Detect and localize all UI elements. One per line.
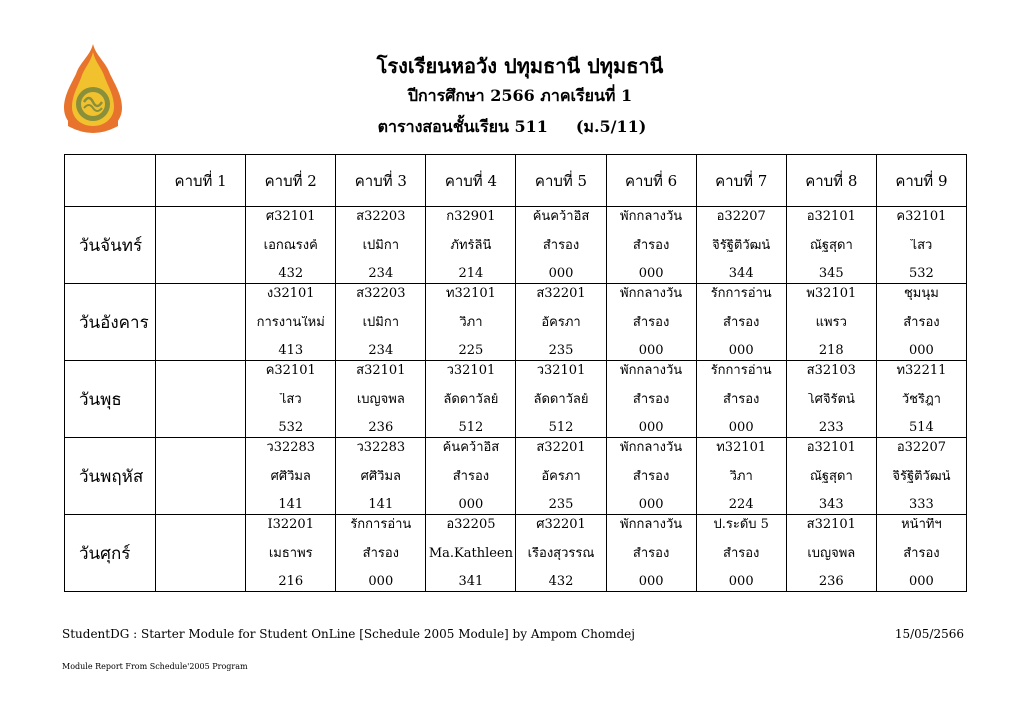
period-header: คาบที่ 1 — [156, 155, 246, 207]
timetable-name: ตารางสอนชั้นเรียน 511 — [377, 117, 548, 136]
cell-code: ส32101 — [806, 518, 856, 531]
cell-room: 432 — [548, 575, 574, 588]
cell-teacher: เบญจพล — [807, 546, 856, 560]
cell-code: ท32101 — [445, 287, 496, 300]
cell-teacher: สำรอง — [903, 546, 940, 560]
table-row — [65, 438, 967, 515]
table-row — [65, 284, 967, 361]
cell-room: 344 — [728, 267, 754, 280]
period-header: คาบที่ 5 — [516, 155, 606, 207]
schedule-cell — [786, 207, 876, 284]
cell-code: รักการอ่าน — [710, 364, 772, 377]
schedule-cell — [606, 515, 696, 592]
schedule-cell — [336, 515, 426, 592]
cell-teacher: สำรอง — [632, 392, 670, 406]
period-header: คาบที่ 7 — [696, 155, 786, 207]
cell-code: ส32203 — [356, 287, 406, 300]
cell-room: 234 — [368, 267, 394, 280]
schedule-cell — [156, 284, 246, 361]
schedule-cell — [426, 515, 516, 592]
schedule-cell — [246, 284, 336, 361]
cell-room: 000 — [548, 267, 574, 280]
cell-code: ว32101 — [446, 364, 496, 377]
schedule-cell — [246, 438, 336, 515]
cell-room: 000 — [638, 267, 664, 280]
cell-teacher: ลัดดาวัลย์ — [533, 392, 589, 406]
cell-code: อ32101 — [806, 441, 856, 454]
cell-room: 532 — [909, 267, 934, 280]
cell-room: 224 — [728, 498, 754, 511]
cell-room: 234 — [368, 344, 394, 357]
cell-code: พักกลางวัน — [620, 287, 683, 300]
cell-teacher: เบญจพล — [356, 392, 405, 406]
schedule-cell — [246, 207, 336, 284]
cell-teacher: โศจิรัตน์ — [807, 392, 855, 406]
schedule-cell — [336, 438, 426, 515]
cell-teacher: เอกณรงค์ — [263, 238, 318, 252]
cell-room: 000 — [728, 344, 754, 357]
table-row — [65, 207, 967, 284]
cell-code: รักการอ่าน — [710, 287, 772, 300]
cell-teacher: สำรอง — [632, 238, 670, 252]
cell-code: ค32101 — [896, 210, 947, 223]
cell-code: พ32101 — [806, 287, 857, 300]
school-title: โรงเรียนหอวัง ปทุมธานี ปทุมธานี — [376, 54, 664, 78]
schedule-cell — [696, 207, 786, 284]
cell-teacher: อัครภา — [541, 469, 581, 483]
cell-room: 225 — [458, 344, 484, 357]
schedule-cell — [696, 438, 786, 515]
cell-code: ส32203 — [356, 210, 406, 223]
cell-teacher: สำรอง — [632, 469, 670, 483]
schedule-cell — [876, 438, 966, 515]
cell-teacher: ลัดดาวัลย์ — [443, 392, 499, 406]
cell-teacher: ไสว — [910, 238, 933, 252]
schedule-cell — [426, 207, 516, 284]
cell-teacher: สำรอง — [723, 392, 760, 406]
cell-room: 333 — [909, 498, 934, 511]
cell-room: 000 — [638, 498, 664, 511]
cell-room: 141 — [278, 498, 304, 511]
cell-room: 218 — [818, 344, 844, 357]
schedule-cell — [696, 284, 786, 361]
corner-cell — [65, 155, 156, 207]
cell-teacher: ณัฐสุดา — [809, 238, 853, 252]
cell-code: ท32101 — [716, 441, 767, 454]
schedule-cell — [156, 207, 246, 284]
schedule-cell — [606, 438, 696, 515]
cell-teacher: สำรอง — [723, 546, 760, 560]
cell-code: ส32101 — [356, 364, 406, 377]
cell-room: 235 — [548, 344, 574, 357]
schedule-cell — [156, 361, 246, 438]
cell-teacher: สำรอง — [903, 315, 940, 329]
cell-room: 236 — [818, 575, 844, 588]
schedule-cell — [786, 438, 876, 515]
cell-teacher: ภัทร์ลินี — [450, 238, 492, 252]
cell-room: 000 — [728, 575, 754, 588]
cell-code: ชุมนุม — [903, 287, 939, 300]
cell-code: ศ32101 — [265, 210, 316, 223]
schedule-cell — [426, 361, 516, 438]
schedule-cell — [696, 515, 786, 592]
schedule-cell — [786, 515, 876, 592]
cell-code: อ32207 — [896, 441, 946, 454]
period-header: คาบที่ 3 — [336, 155, 426, 207]
cell-room: 343 — [818, 498, 844, 511]
schedule-cell — [516, 284, 606, 361]
cell-teacher: สำรอง — [362, 546, 400, 560]
cell-code: ค32101 — [265, 364, 316, 377]
cell-teacher: เมธาพร — [268, 546, 313, 560]
schedule-cell — [786, 284, 876, 361]
cell-room: 514 — [909, 421, 934, 434]
period-header: คาบที่ 8 — [786, 155, 876, 207]
cell-room: 236 — [368, 421, 394, 434]
schedule-cell — [336, 361, 426, 438]
cell-room: 413 — [278, 344, 304, 357]
term-title: ปีการศึกษา 2566 ภาคเรียนที่ 1 — [407, 86, 633, 105]
cell-room: 000 — [368, 575, 394, 588]
cell-code: ท32211 — [896, 364, 947, 377]
period-header: คาบที่ 2 — [246, 155, 336, 207]
cell-teacher: จิรัฐิติวัฒน์ — [712, 238, 771, 252]
cell-teacher: ณัฐสุดา — [809, 469, 853, 483]
day-label: วันพฤหัส — [65, 438, 156, 515]
cell-teacher: แพรว — [815, 315, 847, 329]
cell-code: ส32201 — [536, 287, 586, 300]
cell-teacher: Ma.Kathleen — [428, 546, 513, 560]
schedule-cell — [246, 361, 336, 438]
cell-teacher: เรืองสุวรรณ — [527, 546, 595, 560]
cell-teacher: สำรอง — [542, 238, 580, 252]
cell-code: อ32101 — [806, 210, 856, 223]
class-code: (ม.5/11) — [575, 117, 647, 136]
cell-code: ส32103 — [806, 364, 856, 377]
cell-teacher: การงานใหม่ — [256, 315, 325, 329]
schedule-cell — [606, 207, 696, 284]
cell-room: 000 — [638, 575, 664, 588]
cell-teacher: วัชริฎา — [901, 392, 941, 406]
cell-code: พักกลางวัน — [620, 210, 683, 223]
period-header: คาบที่ 4 — [426, 155, 516, 207]
schedule-cell — [696, 361, 786, 438]
cell-teacher: เปมิกา — [362, 315, 400, 329]
schedule-cell — [426, 284, 516, 361]
schedule-cell — [156, 438, 246, 515]
cell-teacher: ไสว — [279, 392, 302, 406]
cell-room: 141 — [368, 498, 394, 511]
schedule-cell — [246, 515, 336, 592]
schedule-cell — [876, 515, 966, 592]
day-label: วันศุกร์ — [65, 515, 156, 592]
cell-teacher: สำรอง — [632, 546, 670, 560]
cell-code: ก32901 — [446, 210, 496, 223]
schedule-cell — [786, 361, 876, 438]
cell-code: ส32201 — [536, 441, 586, 454]
schedule-cell — [426, 438, 516, 515]
cell-room: 512 — [548, 421, 574, 434]
cell-code: ว32101 — [536, 364, 586, 377]
cell-teacher: จิรัฐิติวัฒน์ — [892, 469, 951, 483]
schedule-cell — [516, 361, 606, 438]
schedule-cell — [606, 284, 696, 361]
cell-room: 233 — [818, 421, 844, 434]
footer-note: Module Report From Schedule'2005 Program — [62, 662, 248, 671]
cell-code: ว32283 — [266, 441, 316, 454]
cell-room: 000 — [909, 575, 934, 588]
schedule-cell — [606, 361, 696, 438]
footer-credit: StudentDG : Starter Module for Student OnLine [Schedule 2005 Module] by Ampom Chomdej — [62, 627, 635, 641]
schedule-cell — [876, 207, 966, 284]
cell-code: ค้นคว้าอิส — [442, 441, 500, 454]
table-row — [65, 361, 967, 438]
schedule-cell — [516, 515, 606, 592]
schedule-cell — [876, 361, 966, 438]
timetable — [64, 154, 967, 592]
cell-teacher: อัครภา — [541, 315, 581, 329]
schedule-cell — [516, 438, 606, 515]
schedule-cell — [336, 284, 426, 361]
cell-room: 000 — [458, 498, 484, 511]
cell-room: 216 — [278, 575, 304, 588]
period-header: คาบที่ 6 — [606, 155, 696, 207]
cell-code: รักการอ่าน — [350, 518, 412, 531]
cell-code: ค้นคว้าอิส — [532, 210, 590, 223]
period-header: คาบที่ 9 — [876, 155, 966, 207]
day-label: วันพุธ — [65, 361, 156, 438]
footer-date: 15/05/2566 — [894, 627, 964, 641]
cell-code: หน้าที่ฯ — [901, 518, 942, 531]
schedule-cell — [516, 207, 606, 284]
timetable-title — [0, 115, 1024, 140]
cell-code: อ32207 — [716, 210, 766, 223]
day-label: วันจันทร์ — [65, 207, 156, 284]
cell-code: พักกลางวัน — [620, 518, 683, 531]
schedule-cell — [876, 284, 966, 361]
table-row — [65, 515, 967, 592]
cell-teacher: สำรอง — [723, 315, 760, 329]
cell-code: พักกลางวัน — [620, 441, 683, 454]
cell-teacher: วิภา — [729, 469, 753, 483]
schedule-cell — [156, 515, 246, 592]
cell-code: อ32205 — [446, 518, 496, 531]
cell-teacher: ศศิวิมล — [360, 469, 401, 483]
schedule-cell — [336, 207, 426, 284]
cell-room: 341 — [458, 575, 484, 588]
cell-room: 000 — [909, 344, 934, 357]
cell-code: ศ32201 — [536, 518, 586, 531]
cell-room: 000 — [638, 344, 664, 357]
cell-room: 214 — [458, 267, 484, 280]
cell-teacher: ศศิวิมล — [270, 469, 311, 483]
cell-room: 432 — [278, 267, 304, 280]
cell-code: ง32101 — [266, 287, 315, 300]
cell-room: 345 — [818, 267, 844, 280]
cell-teacher: สำรอง — [452, 469, 490, 483]
cell-room: 532 — [278, 421, 304, 434]
day-label: วันอังคาร — [65, 284, 156, 361]
cell-code: ป.ระดับ 5 — [713, 518, 769, 531]
cell-teacher: สำรอง — [632, 315, 670, 329]
cell-code: พักกลางวัน — [620, 364, 683, 377]
cell-room: 000 — [728, 421, 754, 434]
timetable-header-row — [65, 155, 967, 207]
cell-teacher: เปมิกา — [362, 238, 400, 252]
cell-code: ว32283 — [356, 441, 406, 454]
cell-room: 000 — [638, 421, 664, 434]
cell-room: 512 — [458, 421, 484, 434]
cell-teacher: วิภา — [459, 315, 483, 329]
cell-room: 235 — [548, 498, 574, 511]
cell-code: I32201 — [267, 518, 314, 531]
